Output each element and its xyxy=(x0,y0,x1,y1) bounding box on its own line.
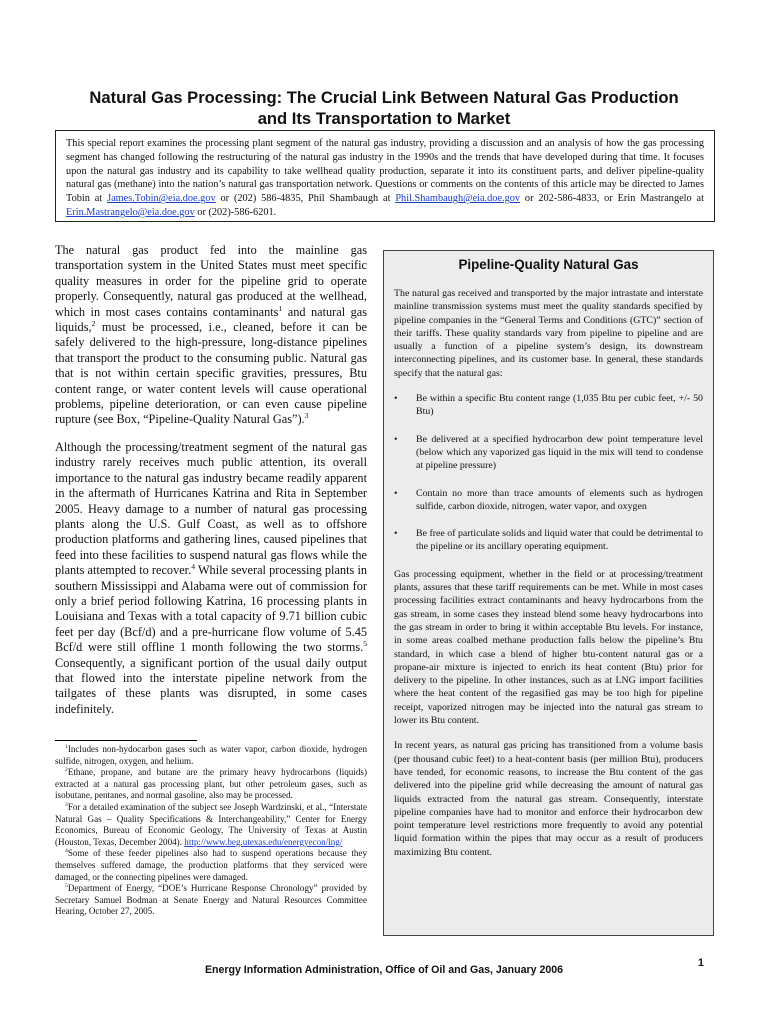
footnote-4: $^4$Some of these feeder pipelines also had to suspend operations because they themselves suffered damage, the production platforms that they serviced were damaged, or the connecting pipelines were damaged. xyxy=(55,848,367,882)
footnote-ref-4: 4 xyxy=(191,562,195,572)
footnote-ref-2: 2 xyxy=(91,318,96,328)
title-line-1: Natural Gas Processing: The Crucial Link Between Natural Gas Production xyxy=(89,88,679,107)
abstract-text: This special report examines the processing plant segment of the natural gas industry, providing a discussion and an analysis of how the gas processing segment has changed following the restructuring of the natural gas industry in the 1990s and the trends that have developed during that time. It focuses upon the natural gas industry and its capability to take wellhead quality production, separate it into its constituent parts, and deliver pipeline-quality natural gas (methane) into the nation’s natural gas transportation network. Questions or comments on the contents of this article may be directed to James Tobin at xyxy=(66,138,704,205)
list-item: • Be free of particulate solids and liquid water that could be detrimental to the pipeline or its ancillary operating equipment. xyxy=(394,528,703,553)
bullet-icon: • xyxy=(394,528,398,540)
page-title xyxy=(50,87,718,129)
footnote-divider xyxy=(55,740,197,741)
sidebar-paragraph-3: In recent years, as natural gas pricing has transitioned from a volume basis (per thousand cubic feet) to a heat-content basis (per million Btu), producers have tended, for economic reasons, to increase the Btu content of the gas delivered into the pipeline grid while decreasing the amount of natural gas liquids extracted from the natural gas stream. Consequently, interstate pipeline companies have had to monitor and enforce their hydrocarbon dew point temperature level restrictions more frequently to avoid any potential liquid formation within the pipes that may occur as a result of producers maximizing Btu content. xyxy=(394,740,703,858)
footnotes xyxy=(55,744,367,918)
sidebar-bullet-list xyxy=(394,392,703,554)
body-paragraph-1: The natural gas product fed into the mainline gas transportation system in the United States must meet specific quality measures in order for the pipeline grid to operate properly. Consequently, natural gas produced at the wellhead, which in most cases contains contaminants$^1$ and natural gas liquids,$^2$ must be processed, i.e., cleaned, before it can be safely delivered to the high-pressure, long-distance pipelines that transport the product to the consuming public. Natural gas that is not within certain specific gravities, pressures, Btu content range, or water content levels will cause operational problems, pipeline deterioration, or can even cause pipeline rupture (see Box, “Pipeline-Quality Natural Gas”).$^3$ xyxy=(55,243,367,427)
footnote-3-link[interactable]: http://www.beg.utexas.edu/energyecon/lng/ xyxy=(184,836,343,847)
title-line-2: and Its Transportation to Market xyxy=(257,109,511,128)
sidebar-paragraph-2: Gas processing equipment, whether in the field or at processing/treatment plants, assures that these tariff requirements can be met. While in most cases processing facilities extract contaminants and heavy hydrocarbons from the gas stream, in some cases they instead blend some heavy hydrocarbons into the gas stream in order to bring it within acceptable Btu levels. For instance, in some areas coalbed methane production falls below the pipeline’s Btu standard, in which case a blend of higher btu-content natural gas or a propane-air mixture is injected to enrich its heat content (Btu) prior for delivery to the pipeline. In other instances, such as at LNG import facilities where the heat content of the regasified gas may be too high for pipeline receipt, vaporized nitrogen may be injected into the natural gas stream to lower its Btu content. xyxy=(394,568,703,727)
abstract-text: or 202-586-4833, or Erin Mastrangelo at xyxy=(520,193,704,205)
abstract-text: or (202) 586-4835, Phil Shambaugh at xyxy=(215,193,396,205)
footnote-ref-1: 1 xyxy=(278,303,283,313)
bullet-icon: • xyxy=(394,393,398,405)
footnote-1: $^1$Includes non-hydocarbon gases such as water vapor, carbon dioxide, hydrogen sulfide, nitrogen, oxygen, and helium. xyxy=(55,743,367,766)
main-column xyxy=(55,243,367,729)
footnote-2: $^2$Ethane, propane, and butane are the primary heavy hydrocarbons (liquids) extracted at a natural gas processing plant, but other petroleum gases, such as isobutane, pentanes, and normal gasoline, also may be processed. xyxy=(55,767,367,801)
page-footer: Energy Information Administration, Office of Oil and Gas, January 2006 xyxy=(204,964,564,976)
sidebar-box xyxy=(383,250,714,936)
page-number: 1 xyxy=(698,957,704,969)
body-paragraph-2: Although the processing/treatment segment of the natural gas industry rarely receives much public attention, its overall importance to the natural gas industry became readily apparent in the aftermath of Hurricanes Katrina and Rita in September 2005. Heavy damage to a number of natural gas processing plants along the U.S. Gulf Coast, as well as to offshore production platforms and gathering lines, caused pipelines that feed into these facilities to suspend natural gas flows while the plants attempted to recover.$^4$ While several processing plants in southern Mississippi and Alabama were out of commission for only a brief period following Katrina, 16 processing plants in Louisiana and Texas with a total capacity of 9.71 billion cubic feet per day (Bcf/d) and a pre-hurricane flow volume of 5.45 Bcf/d were still offline 1 month following the two storms.$^5$ Consequently, a significant portion of the usual daily output that flowed into the interstate pipeline network from the tailgates of these plants was disrupted, in some cases indefinitely. xyxy=(55,439,368,716)
email-link-tobin[interactable]: James.Tobin@eia.doe.gov xyxy=(107,193,216,205)
bullet-icon: • xyxy=(394,487,398,499)
footnote-5: $^5$Department of Energy, “DOE’s Hurricane Response Chronology” provided by Secretary Samuel Bodman at Senate Energy and Natural Resources Committee Hearing, October 27, 2005. xyxy=(55,883,367,917)
list-item: • Contain no more than trace amounts of elements such as hydrogen sulfide, carbon dioxide, nitrogen, water vapor, and oxygen xyxy=(394,487,703,512)
email-link-mastrangelo[interactable]: Erin.Mastrangelo@eia.doe.gov xyxy=(66,206,195,218)
footnote-ref-5: 5 xyxy=(363,639,367,649)
abstract-text: or (202)-586-6201. xyxy=(194,206,277,218)
list-item: • Be delivered at a specified hydrocarbon dew point temperature level (below which any vaporized gas liquid in the mix will tend to condense at pipeline pressure) xyxy=(394,433,703,472)
list-item: • Be within a specific Btu content range (1,035 Btu per cubic feet, +/- 50 Btu) xyxy=(394,393,703,418)
footnote-ref-3: 3 xyxy=(304,411,309,421)
sidebar-intro: The natural gas received and transported by the major intrastate and interstate mainline transmission systems must meet the quality standards specified by pipeline companies in the “General Terms and Conditions (GTC)” section of their tariffs. These quality standards vary from pipeline to pipeline and are usually a function of a pipeline system’s design, its downstream interconnecting pipelines, and its customer base. In general, these standards specify that the natural gas: xyxy=(394,288,703,379)
sidebar-title: Pipeline-Quality Natural Gas xyxy=(458,257,639,272)
email-link-shambaugh[interactable]: Phil.Shambaugh@eia.doe.gov xyxy=(395,193,521,205)
bullet-icon: • xyxy=(394,433,398,445)
footnote-3: $^3$For a detailed examination of the subject see Joseph Wardzinski, et al., “Interstate Natural Gas – Quality Specifications & Interchangeability,” Center for Energy Economics, Bureau of Economic Geology, The University of Texas at Austin (Houston, Texas, December 2004). http://www.beg.utexas.edu/energyecon/lng/ xyxy=(55,801,367,847)
abstract-box xyxy=(55,130,715,222)
